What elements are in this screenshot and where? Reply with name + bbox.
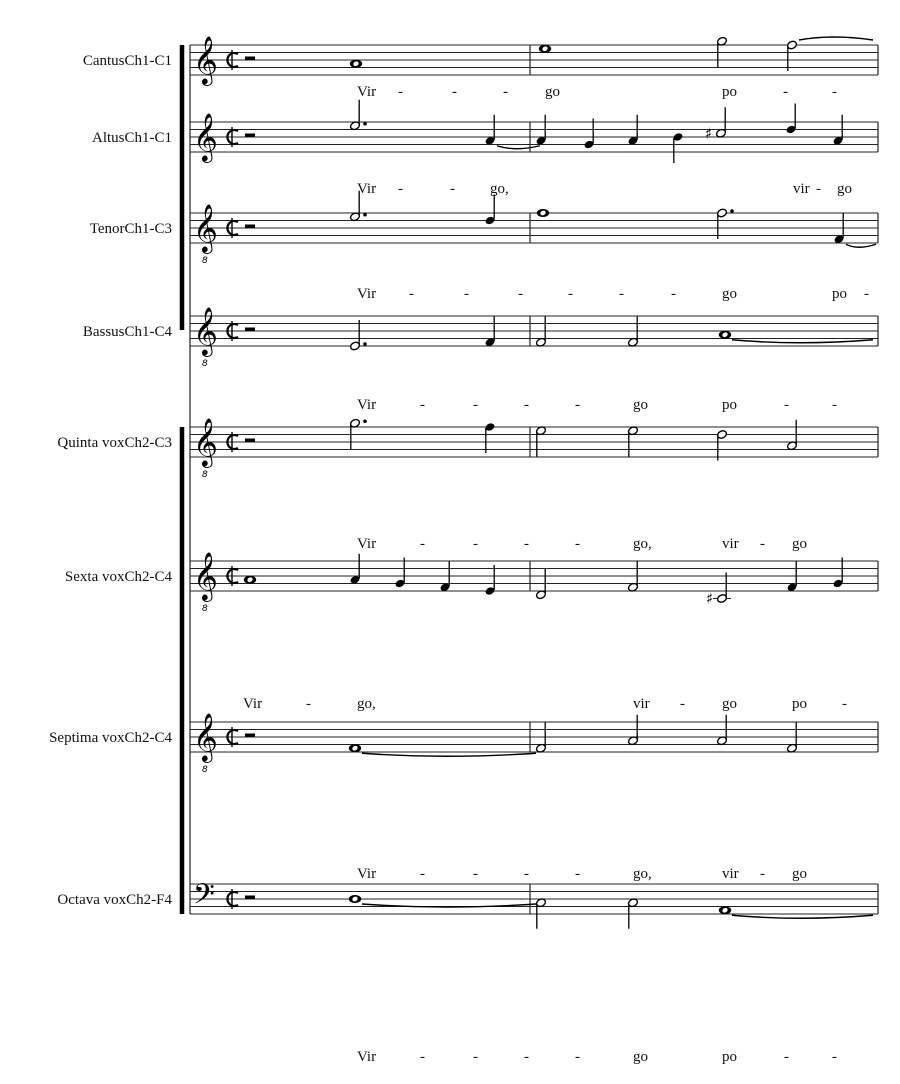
lyric-syllable: Vir [357,286,377,302]
staff [83,35,878,100]
lyric-syllable: go [633,1049,648,1065]
lyric-syllable: - [398,181,403,197]
lyric-syllable: - [450,181,455,197]
half-note [716,36,727,67]
whole-note [719,331,873,343]
half-note [627,316,638,347]
dot-icon [363,122,367,126]
lyric-syllable: - [575,1049,580,1065]
half-note [786,722,797,753]
tie-icon [362,753,536,756]
staff-label: AltusCh1-C1 [91,130,172,146]
treble-clef-icon: 𝄞 [193,35,218,84]
lyric-syllable: vir [722,866,739,882]
quarter-note [832,558,843,589]
half-note [349,418,366,449]
whole-note [244,576,256,584]
half-note [349,100,366,131]
tie-icon [799,37,873,40]
half-note [627,426,638,457]
whole-note [350,60,362,68]
half-note [627,898,638,929]
lyric-syllable: - [832,84,837,100]
staff-label: BassusCh1-C4 [82,324,172,340]
lyric-syllable: - [503,84,508,100]
lyric-syllable: vir [793,181,810,197]
staff-label: Septima voxCh2-C4 [49,730,172,746]
lyric-syllable: vir [633,696,650,712]
treble-clef-icon: 𝄞 [193,417,218,466]
octave-mark-icon: 8 [202,256,208,266]
staff [49,712,878,882]
lyric-syllable: - [575,866,580,882]
lyric-syllable: go, [357,696,376,712]
lyric-syllable: po [792,696,807,712]
lyric-syllable: - [760,866,765,882]
quarter-note [484,422,495,453]
treble-clef-icon: 𝄞 [193,203,218,252]
lyric-syllable: go [722,286,737,302]
half-rest-icon [245,734,255,738]
whole-note [349,744,536,756]
lyric-syllable: po [722,84,737,100]
lyric-syllable: - [575,536,580,552]
treble-clef-icon: 𝄞 [193,112,218,161]
half-note [786,37,873,71]
octave-mark-icon: 8 [202,604,208,614]
lyric-syllable: - [671,286,676,302]
lyric-syllable: Vir [357,1049,377,1065]
quarter-note [349,554,360,585]
lyric-syllable: - [420,536,425,552]
half-note [535,569,546,600]
quarter-note [583,119,594,150]
lyric-syllable: vir [722,536,739,552]
lyric-syllable: - [783,84,788,100]
quarter-note [484,565,495,596]
lyric-syllable: - [832,1049,837,1065]
quarter-note [439,561,450,592]
quarter-note [484,316,495,347]
treble-clef-icon: 𝄞 [193,306,218,355]
half-note [627,561,638,592]
lyric-syllable: - [842,696,847,712]
quarter-note [833,213,876,247]
staff [83,306,878,413]
lyric-syllable: - [452,84,457,100]
lyric-syllable: - [619,286,624,302]
lyric-syllable: - [680,696,685,712]
lyric-syllable: - [409,286,414,302]
lyric-syllable: po [722,397,737,413]
half-note [706,573,731,608]
tie-icon [497,146,540,149]
half-rest-icon [245,896,255,900]
lyric-syllable: po [722,1049,737,1065]
whole-note [539,45,551,53]
lyric-syllable: po [832,286,847,302]
lyric-syllable: go [722,696,737,712]
lyric-syllable: - [420,1049,425,1065]
lyric-syllable: - [464,286,469,302]
lyric-syllable: - [524,866,529,882]
half-note [535,722,546,753]
lyric-syllable: - [784,397,789,413]
half-note [535,316,546,347]
staff [92,100,878,197]
dot-icon [363,213,367,217]
quarter-note [672,132,683,163]
bass-clef-icon: 𝄢 [193,878,215,918]
lyric-syllable: Vir [243,696,263,712]
half-note [535,898,546,929]
lyric-syllable: - [864,286,869,302]
quarter-note [484,115,540,149]
octave-mark-icon: 8 [202,359,208,369]
staff-label: Octava voxCh2-F4 [57,892,172,908]
lyric-syllable: go [633,397,648,413]
staff-label: Sexta voxCh2-C4 [64,569,172,585]
lyric-syllable: go [545,84,560,100]
half-rest-icon [245,134,255,138]
half-rest-icon [245,57,255,61]
tie-icon [732,340,873,343]
quarter-note [785,104,796,135]
lyric-syllable: go, [633,866,652,882]
lyric-syllable: - [816,181,821,197]
lyric-syllable: - [473,397,478,413]
dot-icon [363,419,367,423]
lyric-syllable: - [524,1049,529,1065]
half-note [786,420,797,451]
lyric-syllable: - [760,536,765,552]
lyric-syllable: - [473,1049,478,1065]
quarter-note [394,558,405,589]
lyric-syllable: Vir [357,181,377,197]
treble-clef-icon: 𝄞 [193,551,218,600]
half-note [716,715,727,746]
lyric-syllable: Vir [357,866,377,882]
staff-label: CantusCh1-C1 [82,53,172,69]
half-rest-icon [245,439,255,443]
staff-label: Quinta voxCh2-C3 [57,435,172,451]
lyric-syllable: go, [490,181,509,197]
quarter-note [786,561,797,592]
lyric-syllable: - [575,397,580,413]
lyric-syllable: Vir [357,536,377,552]
lyric-syllable: - [568,286,573,302]
staff [90,191,878,302]
lyric-syllable: go [837,181,852,197]
half-rest-icon [245,328,255,332]
lyric-syllable: - [398,84,403,100]
half-note [716,429,727,460]
lyric-syllable: - [473,536,478,552]
staff [65,551,878,712]
half-note [627,715,638,746]
quarter-note [484,195,495,226]
lyric-syllable: go [792,866,807,882]
dot-icon [730,209,734,213]
treble-clef-icon: 𝄞 [193,712,218,761]
staff-label: TenorCh1-C3 [89,221,172,237]
quarter-note [627,115,638,146]
lyric-syllable: go, [633,536,652,552]
lyric-syllable: Vir [357,397,377,413]
lyric-syllable: go [792,536,807,552]
lyric-syllable: - [832,397,837,413]
half-note [535,426,546,457]
whole-note [537,209,549,217]
sharp-icon: ♯ [706,589,714,608]
whole-note [349,895,536,907]
tie-icon [846,244,876,247]
tie-icon [732,915,873,918]
lyric-syllable: - [518,286,523,302]
lyric-syllable: - [524,536,529,552]
quarter-note [535,115,546,146]
lyric-syllable: Vir [357,84,377,100]
lyric-syllable: - [420,866,425,882]
half-rest-icon [245,225,255,229]
lyric-syllable: - [784,1049,789,1065]
octave-mark-icon: 8 [202,470,208,480]
lyric-syllable: - [306,696,311,712]
lyric-syllable: - [420,397,425,413]
lyric-syllable: - [524,397,529,413]
sharp-icon: ♯ [705,124,713,143]
whole-note [719,906,873,918]
octave-mark-icon: 8 [202,765,208,775]
dot-icon [363,342,367,346]
lyric-syllable: - [473,866,478,882]
quarter-note [832,115,843,146]
